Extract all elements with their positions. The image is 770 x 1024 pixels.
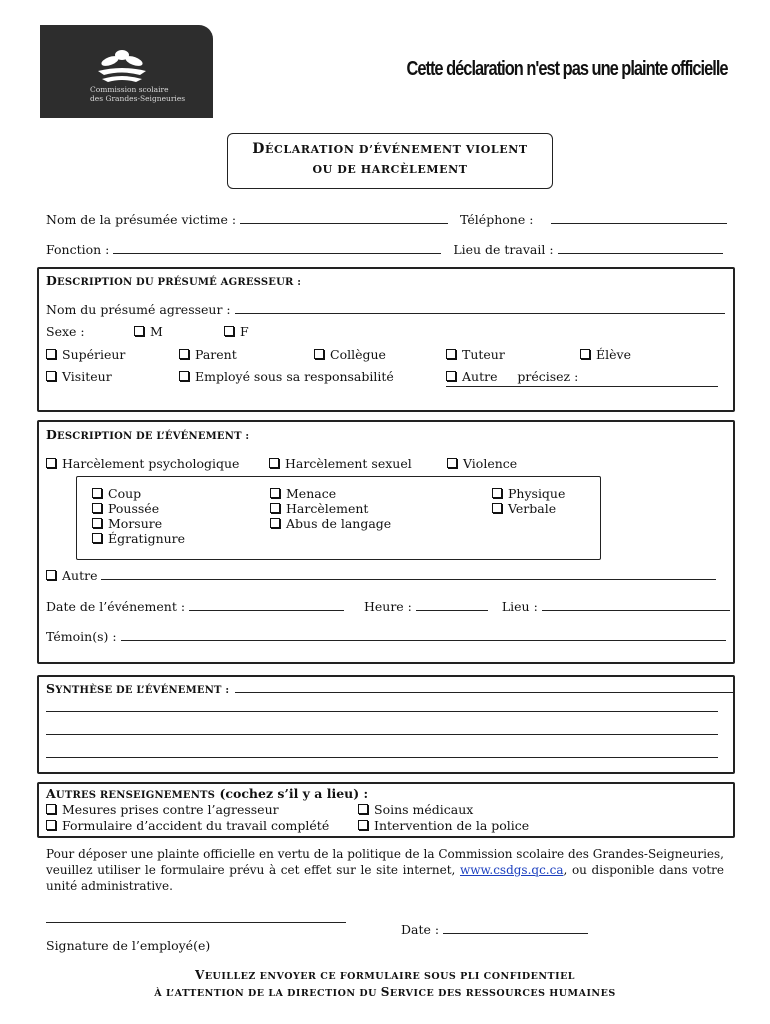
event-datetime-row (46, 599, 724, 614)
synthesis-title-initial: S (46, 681, 56, 696)
paragraph-text-1: Pour déposer une plainte officielle en vertu de la politique de la Commission scolaire des Grandes-Seigneuries, veuillez utiliser le formulaire prévu à cet effet sur le site internet, (46, 847, 724, 877)
verbale-checkbox[interactable] (492, 503, 502, 513)
footer-line-2-b: ERVICE DES RESSOURCES HUMAINES (389, 988, 616, 999)
violence-checkbox[interactable] (447, 458, 457, 468)
harcelement-sexuel-label: Harcèlement sexuel (285, 456, 412, 471)
official-complaint-paragraph (46, 846, 724, 894)
violence-label: Violence (463, 456, 518, 471)
abus-langage-label: Abus de langage (286, 516, 392, 531)
aggressor-name-row (46, 302, 724, 317)
signature-date-label: Date : (401, 922, 444, 937)
workplace-label: Lieu de travail : (453, 242, 558, 257)
event-title-initial: D (46, 427, 58, 442)
footer-line-2-a: À L’ATTENTION DE LA DIRECTION DU (154, 988, 381, 999)
footer-initial-v: V (195, 968, 205, 982)
parent-checkbox[interactable] (179, 349, 189, 359)
event-place-field[interactable] (542, 610, 730, 611)
function-row (46, 242, 724, 257)
parent-label: Parent (195, 347, 237, 362)
event-time-label: Heure : (363, 599, 416, 614)
phone-label: Téléphone : (460, 212, 538, 227)
mesures-label: Mesures prises contre l’agresseur (62, 802, 279, 817)
sex-m-label: M (150, 324, 163, 339)
function-field[interactable] (113, 253, 441, 254)
csdgs-website-link[interactable]: www.csdgs.qc.ca (459, 863, 564, 877)
coup-label: Coup (108, 486, 142, 501)
signature-field[interactable] (46, 922, 346, 923)
event-time-field[interactable] (416, 610, 488, 611)
synthesis-line-4[interactable] (46, 757, 718, 758)
autre-role-field[interactable] (446, 386, 718, 387)
police-label: Intervention de la police (374, 818, 530, 833)
egratignure-label: Égratignure (108, 531, 186, 546)
autre-event-checkbox[interactable] (46, 570, 56, 580)
visiteur-checkbox[interactable] (46, 371, 56, 381)
aggressor-title-text: ESCRIPTION DU PRÉSUMÉ AGRESSEUR : (57, 277, 302, 288)
coup-checkbox[interactable] (92, 488, 102, 498)
footer-line-2 (0, 985, 770, 999)
synthesis-line-2[interactable] (46, 711, 718, 712)
signature-label: Signature de l’employé(e) (46, 938, 211, 953)
egratignure-checkbox[interactable] (92, 533, 102, 543)
signature-date-row (401, 922, 588, 937)
abus-langage-checkbox[interactable] (270, 518, 280, 528)
title-initial: D (252, 141, 266, 157)
harcelement-psy-label: Harcèlement psychologique (62, 456, 240, 471)
harcelement-checkbox[interactable] (270, 503, 280, 513)
violence-col-1 (92, 486, 185, 546)
synthesis-title-text: YNTHÈSE DE L’ÉVÉNEMENT : (55, 685, 230, 696)
superieur-checkbox[interactable] (46, 349, 56, 359)
synthesis-section-title (46, 681, 230, 696)
soins-label: Soins médicaux (374, 802, 474, 817)
sun-figure-icon (92, 47, 152, 87)
menace-label: Menace (286, 486, 337, 501)
menace-checkbox[interactable] (270, 488, 280, 498)
title-line-1: ÉCLARATION D’ÉVÉNEMENT VIOLENT (265, 143, 528, 156)
event-title-text: ESCRIPTION DE L’ÉVÉNEMENT : (57, 431, 250, 442)
event-other-row (46, 568, 724, 583)
synthesis-line-3[interactable] (46, 734, 718, 735)
signature-date-field[interactable] (443, 933, 588, 934)
sex-row (46, 324, 724, 339)
phone-field[interactable] (551, 223, 727, 224)
autre-role-checkbox[interactable] (446, 371, 456, 381)
poussee-label: Poussée (108, 501, 160, 516)
sex-f-label: F (240, 324, 249, 339)
collegue-checkbox[interactable] (314, 349, 324, 359)
other-info-title (46, 786, 724, 801)
poussee-checkbox[interactable] (92, 503, 102, 513)
school-board-logo (40, 25, 213, 118)
tuteur-checkbox[interactable] (446, 349, 456, 359)
aggressor-section-title (46, 273, 724, 288)
title-line-2: OU DE HARCÈLEMENT (312, 163, 468, 176)
physique-label: Physique (508, 486, 566, 501)
sex-f-checkbox[interactable] (224, 326, 234, 336)
form-title (227, 133, 553, 189)
other-info-title-text: UTRES RENSEIGNEMENTS (55, 790, 216, 801)
autre-event-field[interactable] (101, 579, 716, 580)
collegue-label: Collègue (330, 347, 386, 362)
other-info-title-suffix: (cochez s’il y a lieu) : (215, 786, 369, 801)
footer-initial-s: S (380, 985, 390, 999)
logo-line-2: des Grandes-Seigneuries (90, 94, 186, 103)
physique-checkbox[interactable] (492, 488, 502, 498)
aggressor-section (37, 267, 735, 412)
paragraph-text-2: , ou disponible dans votre unité administrative. (46, 863, 724, 893)
event-date-label: Date de l’événement : (46, 599, 189, 614)
footer-line-1 (0, 968, 770, 982)
eleve-label: Élève (596, 347, 631, 362)
sex-label: Sexe : (46, 324, 85, 339)
other-info-title-initial: A (46, 786, 56, 801)
autre-role-label: Autre précisez : (462, 369, 579, 384)
eleve-checkbox[interactable] (580, 349, 590, 359)
employe-label: Employé sous sa responsabilité (195, 369, 394, 384)
aggressor-title-initial: D (46, 273, 58, 288)
event-place-label: Lieu : (501, 599, 542, 614)
logo-line-1: Commission scolaire (90, 85, 169, 94)
autre-event-label: Autre (62, 568, 102, 583)
workplace-field[interactable] (558, 253, 723, 254)
employe-checkbox[interactable] (179, 371, 189, 381)
victim-row (46, 212, 724, 227)
morsure-label: Morsure (108, 516, 163, 531)
violence-col-3 (492, 486, 565, 516)
formulaire-accident-checkbox[interactable] (46, 820, 56, 830)
witness-label: Témoin(s) : (46, 629, 121, 644)
witness-field[interactable] (121, 640, 726, 641)
superieur-label: Supérieur (62, 347, 126, 362)
witness-row (46, 629, 724, 644)
synthesis-title-row (46, 681, 724, 696)
verbale-label: Verbale (508, 501, 557, 516)
function-label: Fonction : (46, 242, 114, 257)
visiteur-label: Visiteur (62, 369, 112, 384)
victim-label: Nom de la présumée victime : (46, 212, 241, 227)
mesures-checkbox[interactable] (46, 804, 56, 814)
not-official-complaint-notice: Cette déclaration n'est pas une plainte officielle (406, 58, 728, 80)
formulaire-accident-label: Formulaire d’accident du travail complété (62, 818, 330, 833)
morsure-checkbox[interactable] (92, 518, 102, 528)
soins-checkbox[interactable] (358, 804, 368, 814)
victim-field[interactable] (240, 223, 448, 224)
event-section-title (46, 427, 724, 442)
harcelement-psy-checkbox[interactable] (46, 458, 56, 468)
aggressor-name-label: Nom du présumé agresseur : (46, 302, 235, 317)
police-checkbox[interactable] (358, 820, 368, 830)
harcelement-label: Harcèlement (286, 501, 369, 516)
harcelement-sexuel-checkbox[interactable] (269, 458, 279, 468)
event-date-field[interactable] (189, 610, 344, 611)
tuteur-label: Tuteur (462, 347, 505, 362)
logo-text (90, 85, 185, 103)
sex-m-checkbox[interactable] (134, 326, 144, 336)
synthesis-line-1[interactable] (235, 692, 735, 693)
footer-line-1-text: EUILLEZ ENVOYER CE FORMULAIRE SOUS PLI CONFIDENTIEL (204, 971, 575, 982)
aggressor-name-field[interactable] (235, 313, 725, 314)
violence-col-2 (270, 486, 391, 531)
